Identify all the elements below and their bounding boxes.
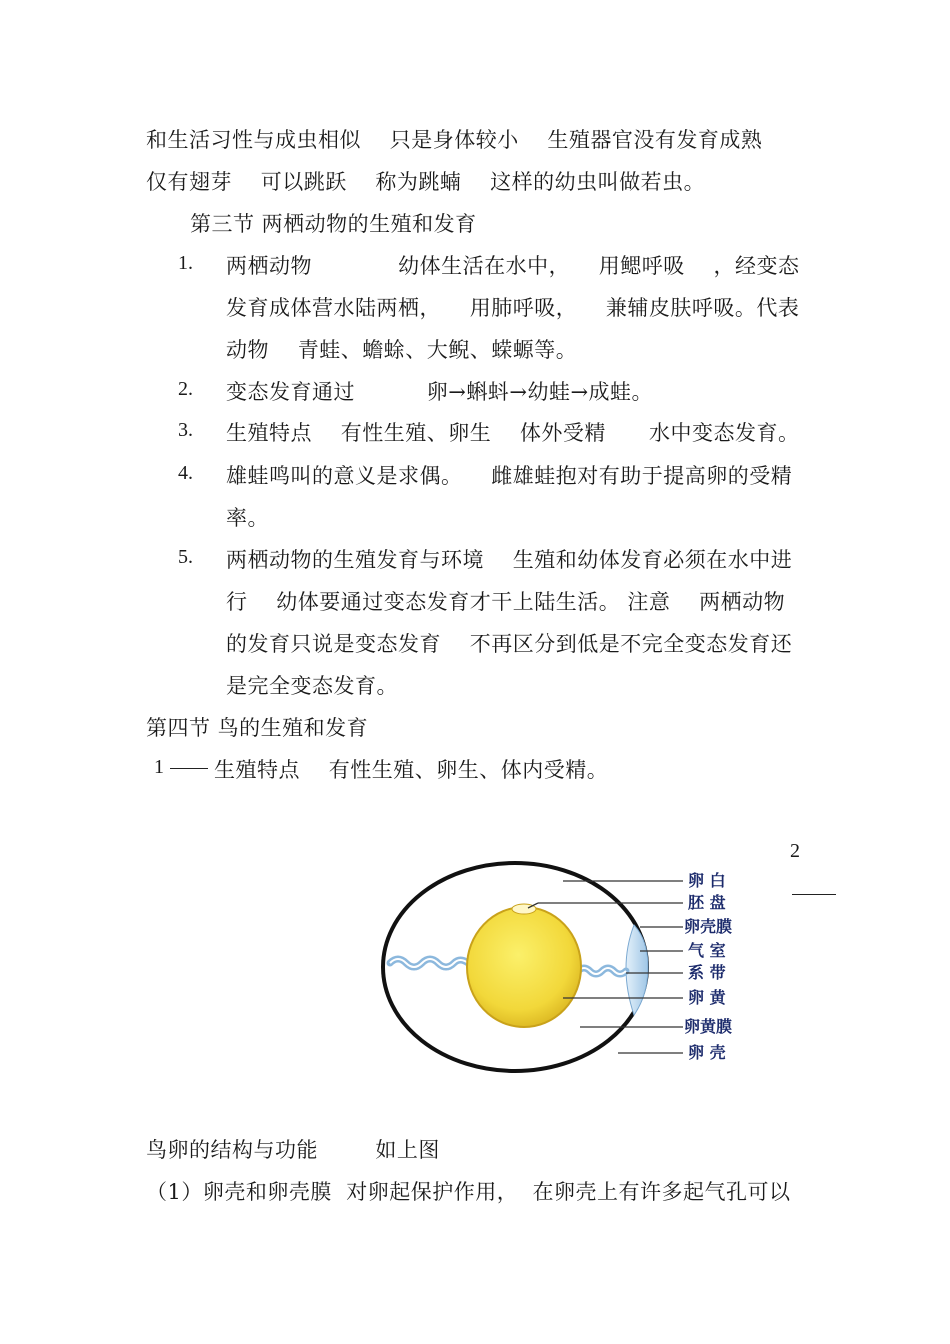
intro-line-2: 仅有翅芽 可以跳跃 称为跳蝻 这样的幼虫叫做若虫。	[146, 170, 706, 194]
list-item-line: 动物 青蛙、蟾蜍、大鲵、蝾螈等。	[226, 338, 578, 362]
egg-caption: 鸟卵的结构与功能 如上图	[146, 1138, 440, 1162]
point-2-dash	[792, 894, 836, 895]
list-item-line: 两栖动物 幼体生活在水中， 用鳃呼吸 ，经变态	[226, 254, 800, 278]
label-germinal-disc: 胚 盘	[688, 893, 726, 912]
list-item-line: 生殖特点 有性生殖、卵生 体外受精 水中变态发育。	[226, 421, 800, 445]
label-air-cell: 气 室	[688, 941, 726, 960]
list-item-line: 两栖动物的生殖发育与环境 生殖和幼体发育必须在水中进	[226, 548, 793, 572]
list-item-line: 率。	[226, 506, 269, 530]
intro-line-1: 和生活习性与成虫相似 只是身体较小 生殖器官没有发育成熟	[146, 128, 763, 152]
list-item-line: 行 幼体要通过变态发育才干上陆生活。 注意 两栖动物	[226, 590, 786, 614]
yolk	[467, 907, 581, 1027]
label-yolk-membrane: 卵黄膜	[684, 1017, 733, 1036]
section-3-title: 第三节 两栖动物的生殖和发育	[190, 212, 477, 236]
egg-structure-diagram	[378, 855, 748, 1080]
list-item-line: 变态发育通过 卵→蝌蚪→幼蛙→成蛙。	[226, 380, 654, 404]
point-1-number: 1	[154, 756, 164, 778]
point-1-dash	[170, 768, 208, 769]
list-item-line: 雄蛙鸣叫的意义是求偶。 雌雄蛙抱对有助于提高卵的受精	[226, 464, 793, 488]
list-number: 5.	[178, 546, 193, 568]
section-4-title: 第四节 鸟的生殖和发育	[146, 716, 369, 740]
egg-function-item-1: （1）卵壳和卵壳膜 对卵起保护作用， 在卵壳上有许多起气孔可以	[146, 1180, 791, 1204]
label-shell-membrane: 卵壳膜	[684, 917, 733, 936]
list-item-line: 是完全变态发育。	[226, 674, 398, 698]
label-yolk: 卵 黄	[688, 988, 726, 1007]
list-number: 1.	[178, 252, 193, 274]
point-1-text: 生殖特点 有性生殖、卵生、体内受精。	[214, 758, 609, 782]
list-number: 3.	[178, 419, 193, 441]
label-albumen: 卵 白	[688, 871, 726, 890]
list-item-line: 发育成体营水陆两栖， 用肺呼吸， 兼辅皮肤呼吸。代表	[226, 296, 800, 320]
list-item-line: 的发育只说是变态发育 不再区分到低是不完全变态发育还	[226, 632, 793, 656]
list-number: 2.	[178, 378, 193, 400]
list-number: 4.	[178, 462, 193, 484]
point-2-number: 2	[790, 840, 800, 862]
label-chalaza: 系 带	[688, 963, 726, 982]
label-shell: 卵 壳	[688, 1043, 726, 1062]
